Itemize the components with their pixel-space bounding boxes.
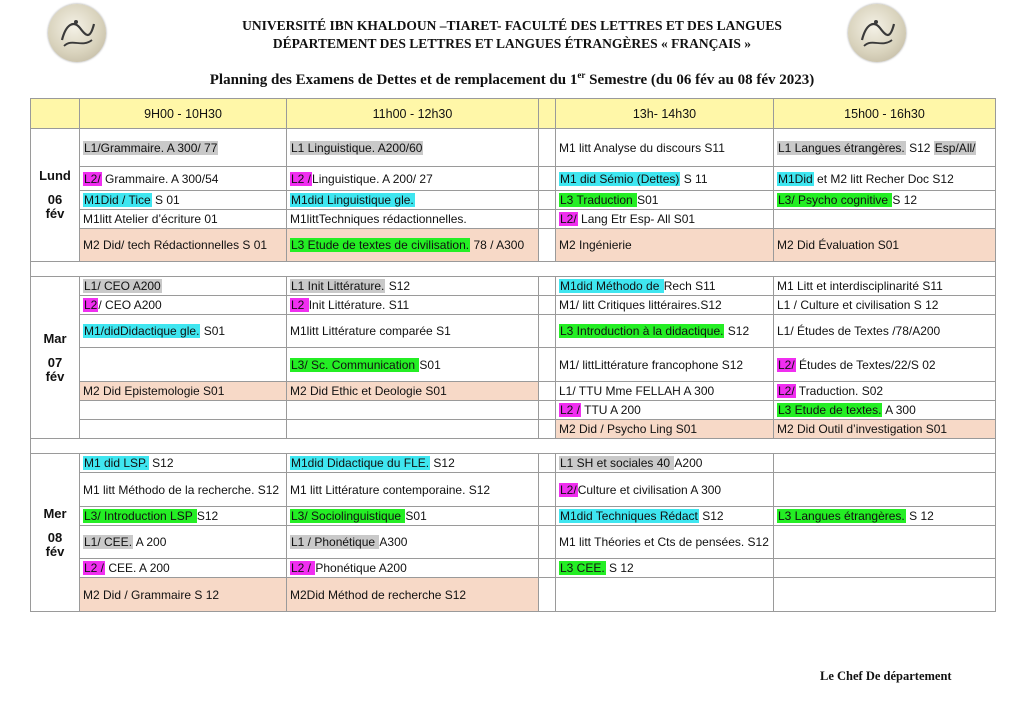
cell-text: Lang Etr Esp- All S01 [577,212,696,226]
day-label-cell [31,454,80,612]
exam-cell [774,229,996,262]
day-month: fév [45,543,65,559]
highlighted-text: M1did Didactique du FLE. [291,456,430,470]
cell-text: M2 Did / Psycho Ling S01 [559,422,698,436]
cell-text: Grammaire. A 300/54 [101,171,219,186]
cell-text: Linguistique. A 200/ 27 [312,171,433,186]
exam-cell [556,296,774,315]
day-separator-row [31,262,996,277]
highlighted-text: M1did Linguistique gle. [291,193,414,207]
day-label-cell [31,277,80,439]
exam-cell [287,420,539,439]
cell-text: M1 Litt et interdisciplinarité S11 [777,279,943,293]
header-corner-cell [31,99,80,129]
table-row [31,382,996,401]
exam-cell [774,296,996,315]
cell-text: M1 litt Analyse du discours S11 [559,140,725,155]
exam-cell [556,277,774,296]
cell-text: M2 Did Outil d’investigation S01 [777,422,948,436]
highlighted-text: L2/ [84,171,101,186]
highlighted-text: M1 did Sémio (Dettes) [560,171,680,186]
exam-cell [287,210,539,229]
cell-text: Études de Textes/22/S 02 [795,357,936,372]
cell-text: et M2 litt Recher Doc S12 [813,171,954,186]
table-row [31,315,996,348]
exam-cell [80,277,287,296]
exam-cell [556,129,774,167]
day-month: fév [45,368,65,384]
highlighted-text: M1Did [778,171,813,186]
cell-text: A 300 [882,403,916,417]
gap-cell [539,296,556,315]
cell-text: / CEO A200 [98,298,162,312]
gap-cell [539,382,556,401]
cell-text: S 12 [892,193,918,207]
highlighted-text: L2 / [560,403,581,417]
cell-text: M2 Ingénierie [559,238,632,252]
cell-text: Culture et civilisation A 300 [577,482,722,497]
table-row [31,507,996,526]
exam-cell [774,473,996,507]
title-superscript: er [577,70,586,80]
exam-cell [287,454,539,473]
day-date: 06 [47,192,63,207]
cell-text: L1/ Études de Textes /78/A200 [777,324,941,338]
exam-cell [80,296,287,315]
university-header-line1: UNIVERSITÉ IBN KHALDOUN –TIARET- FACULTÉ DES LETTRES ET DES LANGUES [242,18,782,33]
exam-cell [774,526,996,559]
highlighted-text: L1 / Phonétique [291,535,379,549]
exam-cell [80,401,287,420]
exam-cell [774,210,996,229]
highlighted-text: L2/ [560,212,577,226]
exam-cell [80,167,287,191]
table-row [31,420,996,439]
highlighted-text: L2 / [291,171,312,186]
highlighted-text: L2/ [778,384,795,398]
cell-text: A 200 [133,535,167,549]
exam-cell [80,578,287,612]
gap-cell [539,507,556,526]
exam-cell [556,578,774,612]
gap-cell [539,420,556,439]
cell-text: Rech S11 [663,279,716,293]
day-month: fév [45,206,65,221]
exam-cell [80,229,287,262]
gap-cell [539,167,556,191]
exam-cell [287,578,539,612]
exam-cell [556,229,774,262]
highlighted-text: L2 / [84,561,105,575]
day-name: Mar [43,330,67,346]
gap-cell [539,401,556,420]
exam-cell [556,526,774,559]
table-row [31,473,996,507]
table-row [31,578,996,612]
exam-cell [80,526,287,559]
exam-cell [774,507,996,526]
exam-cell [556,454,774,473]
exam-cell [80,473,287,507]
gap-cell [539,210,556,229]
exam-cell [774,401,996,420]
exam-cell [774,277,996,296]
schedule-body [31,129,996,612]
highlighted-text: L3 Langues étrangères. [778,509,905,523]
exam-cell [774,578,996,612]
exam-cell [556,191,774,210]
table-row [31,348,996,382]
cell-text: S12 [724,324,750,338]
exam-cell [556,348,774,382]
exam-cell [774,348,996,382]
exam-cell [287,315,539,348]
table-row [31,167,996,191]
cell-text: M2 Did Évaluation S01 [777,238,900,252]
exam-cell [80,315,287,348]
signature-label: Le Chef De département [820,669,952,683]
gap-cell [539,526,556,559]
cell-text: M2 Did Ethic et Deologie S01 [290,384,447,398]
cell-text: M1/ littLittérature francophone S12 [559,357,744,372]
highlighted-text: L1/ CEE. [84,535,133,549]
gap-cell [539,578,556,612]
highlighted-text: L1 SH et sociales 40 [560,456,674,470]
cell-text: S01 [637,193,659,207]
exam-cell [556,401,774,420]
table-row [31,526,996,559]
cell-text: M2 Did / Grammaire S 12 [83,587,220,602]
cell-text: S 11 [680,171,708,186]
cell-text: Phonétique A200 [315,561,407,575]
table-row [31,401,996,420]
gap-cell [539,277,556,296]
table-row [31,229,996,262]
cell-text: M1littTechniques rédactionnelles. [290,212,467,226]
highlighted-text: L3/ Sociolinguistique [291,509,405,523]
exam-cell [80,382,287,401]
cell-text: S01 [419,357,441,372]
cell-text: TTU A 200 [581,403,641,417]
cell-text: L1/ TTU Mme FELLAH A 300 [559,384,715,398]
cell-text: S12 [698,509,724,523]
gap-cell [539,348,556,382]
cell-text: S 12 [605,561,634,575]
table-row [31,277,996,296]
cell-text: Init Littérature. S11 [308,298,410,312]
highlighted-text: M1did Méthodo de [560,279,663,293]
exam-cell [287,348,539,382]
cell-text: CEE. A 200 [105,561,170,575]
highlighted-text: M1Did / Tice [84,193,151,207]
exam-cell [287,507,539,526]
highlighted-text: L2/ [778,357,795,372]
exam-cell [287,559,539,578]
cell-text: S 01 [151,193,180,207]
highlighted-text: L2 / [291,561,315,575]
table-row [31,191,996,210]
exam-cell [774,420,996,439]
exam-cell [80,559,287,578]
gap-cell [539,473,556,507]
exam-cell [80,129,287,167]
column-header: 15h00 - 16h30 [774,99,996,129]
highlighted-text: M1/didDidactique gle. [84,324,200,338]
exam-cell [287,277,539,296]
table-row [31,296,996,315]
exam-cell [556,473,774,507]
cell-text: M1litt Littérature comparée S1 [290,324,451,338]
highlighted-text: M1did Techniques Rédact [560,509,698,523]
exam-cell [774,382,996,401]
cell-text: M2Did Méthod de recherche S12 [290,587,467,602]
day-date: 08 [47,529,63,545]
table-row [31,454,996,473]
day-date: 07 [47,354,63,370]
separator-cell [31,439,996,454]
exam-cell [287,382,539,401]
exam-cell [287,296,539,315]
exam-cell [287,167,539,191]
table-row [31,559,996,578]
gap-cell [539,229,556,262]
cell-text: S01 [200,324,226,338]
table-header-row [31,99,996,129]
cell-text: A200 [674,456,703,470]
cell-text: S 12 [905,509,934,523]
day-name: Mer [43,505,67,521]
cell-text: M1 litt Méthodo de la recherche. S12 [83,482,280,497]
cell-text: S12 [148,456,174,470]
exam-cell [774,315,996,348]
exam-cell [774,559,996,578]
exam-cell [80,191,287,210]
table-row [31,210,996,229]
cell-text: M2 Did Epistemologie S01 [83,384,225,398]
highlighted-text: L2 [291,298,308,312]
department-header-line2: DÉPARTEMENT DES LETTRES ET LANGUES ÉTRANGÈRES « FRANÇAIS » [272,36,752,51]
exam-cell [556,420,774,439]
exam-cell [287,191,539,210]
cell-text: S12 [905,140,934,155]
exam-cell [774,167,996,191]
table-row [31,129,996,167]
cell-text: M2 Did/ tech Rédactionnelles S 01 [83,238,268,252]
cell-text: 78 / A300 [470,238,525,252]
cell-text: S12 [430,456,455,470]
exam-cell [80,210,287,229]
gap-cell [539,559,556,578]
cell-text: M1 litt Théories et Cts de pensées. S12 [559,535,769,549]
exam-schedule-table [30,98,996,612]
page-title [0,70,1024,89]
exam-cell [287,129,539,167]
highlighted-text: L1 Init Littérature. [291,279,385,293]
cell-text: S12 [196,509,219,523]
exam-cell [774,129,996,167]
exam-cell [556,382,774,401]
highlighted-text: L3/ Psycho cognitive [778,193,892,207]
title-text: Planning des Examens de Dettes et de remplacement du 1 [209,72,578,88]
highlighted-text: L1 Langues étrangères. [778,140,905,155]
exam-cell [774,191,996,210]
exam-cell [80,454,287,473]
highlighted-text: L2 [84,298,98,312]
separator-cell [31,262,996,277]
exam-cell [774,454,996,473]
highlighted-text: L3/ Introduction LSP [84,509,196,523]
gap-cell [539,129,556,167]
highlighted-text: L1/Grammaire. A 300/ 77 [84,140,218,155]
exam-cell [556,507,774,526]
exam-cell [287,473,539,507]
day-label-cell [31,129,80,262]
cell-text: S12 [385,279,411,293]
highlighted-text: L1/ CEO A200 [84,279,161,293]
highlighted-text: Esp/All/ [934,140,976,155]
cell-text: A300 [379,535,408,549]
exam-cell [80,507,287,526]
cell-text: M1/ litt Critiques littéraires.S12 [559,298,722,312]
exam-cell [287,526,539,559]
gap-cell [539,315,556,348]
cell-text: M1litt Atelier d’écriture 01 [83,212,218,226]
cell-text: M1 litt Littérature contemporaine. S12 [290,482,491,497]
highlighted-text: L1 Linguistique. A200/60 [291,140,423,155]
exam-cell [556,167,774,191]
exam-cell [80,348,287,382]
cell-text: L1 / Culture et civilisation S 12 [777,298,939,312]
highlighted-text: L3 Etude de textes. [778,403,882,417]
column-header: 9H00 - 10H30 [80,99,287,129]
day-separator-row [31,439,996,454]
highlighted-text: L2/ [560,482,577,497]
cell-text: S01 [405,509,427,523]
exam-cell [80,420,287,439]
column-header: 13h- 14h30 [556,99,774,129]
column-header: 11h00 - 12h30 [287,99,539,129]
day-name: Lund [39,168,71,183]
highlighted-text: L3 CEE. [560,561,605,575]
highlighted-text: M1 did LSP. [84,456,148,470]
gap-cell [539,454,556,473]
header-gap-cell [539,99,556,129]
highlighted-text: L3/ Sc. Communication [291,357,419,372]
gap-cell [539,191,556,210]
highlighted-text: L3 Traduction [560,193,637,207]
exam-cell [287,401,539,420]
title-text-end: Semestre (du 06 fév au 08 fév 2023) [585,72,815,88]
highlighted-text: L3 Etude de textes de civilisation. [291,238,470,252]
exam-cell [556,559,774,578]
exam-cell [556,210,774,229]
highlighted-text: L3 Introduction à la didactique. [560,324,724,338]
exam-cell [287,229,539,262]
cell-text: Traduction. S02 [795,384,884,398]
exam-cell [556,315,774,348]
